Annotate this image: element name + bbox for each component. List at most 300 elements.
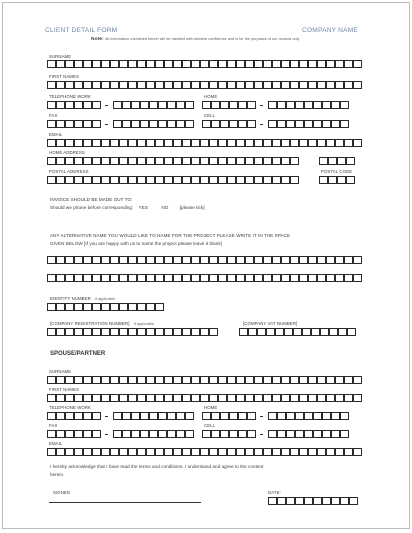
- character-box[interactable]: [173, 448, 182, 456]
- character-box[interactable]: [344, 139, 353, 147]
- character-box[interactable]: [185, 101, 194, 109]
- character-box[interactable]: [308, 139, 317, 147]
- character-box[interactable]: [101, 256, 110, 264]
- character-box[interactable]: [295, 430, 304, 438]
- character-box[interactable]: [313, 101, 322, 109]
- character-box[interactable]: [335, 81, 344, 89]
- character-box[interactable]: [245, 376, 254, 384]
- character-box[interactable]: [200, 274, 209, 282]
- character-box[interactable]: [290, 274, 299, 282]
- character-box[interactable]: [349, 497, 358, 505]
- character-box[interactable]: [209, 328, 218, 336]
- character-box[interactable]: [254, 256, 263, 264]
- character-box[interactable]: [268, 412, 277, 420]
- character-box[interactable]: [137, 176, 146, 184]
- character-box[interactable]: [137, 394, 146, 402]
- character-box[interactable]: [299, 81, 308, 89]
- character-box[interactable]: [272, 256, 281, 264]
- character-box[interactable]: [158, 120, 167, 128]
- character-box[interactable]: [182, 274, 191, 282]
- character-box[interactable]: [344, 394, 353, 402]
- character-box[interactable]: [268, 120, 277, 128]
- character-box[interactable]: [263, 274, 272, 282]
- character-box[interactable]: [92, 139, 101, 147]
- character-box[interactable]: [137, 303, 146, 311]
- character-box[interactable]: [245, 157, 254, 165]
- character-box[interactable]: [128, 81, 137, 89]
- no-option[interactable]: NO: [161, 205, 169, 210]
- character-box[interactable]: [245, 139, 254, 147]
- character-box[interactable]: [83, 448, 92, 456]
- character-box[interactable]: [335, 394, 344, 402]
- character-box[interactable]: [110, 394, 119, 402]
- character-box[interactable]: [281, 60, 290, 68]
- character-box[interactable]: [236, 376, 245, 384]
- character-box[interactable]: [254, 376, 263, 384]
- character-box[interactable]: [92, 430, 101, 438]
- character-box[interactable]: [128, 274, 137, 282]
- character-box[interactable]: [164, 157, 173, 165]
- character-box[interactable]: [329, 328, 338, 336]
- character-box[interactable]: [191, 139, 200, 147]
- character-box[interactable]: [119, 303, 128, 311]
- spouse-home-number-boxes[interactable]: [268, 412, 349, 420]
- character-box[interactable]: [101, 328, 110, 336]
- character-box[interactable]: [164, 139, 173, 147]
- character-box[interactable]: [281, 176, 290, 184]
- character-box[interactable]: [299, 394, 308, 402]
- character-box[interactable]: [308, 256, 317, 264]
- email-boxes[interactable]: [47, 139, 362, 147]
- character-box[interactable]: [56, 412, 65, 420]
- character-box[interactable]: [200, 376, 209, 384]
- character-box[interactable]: [173, 60, 182, 68]
- character-box[interactable]: [185, 120, 194, 128]
- character-box[interactable]: [346, 176, 355, 184]
- character-box[interactable]: [47, 60, 56, 68]
- character-box[interactable]: [326, 448, 335, 456]
- character-box[interactable]: [290, 394, 299, 402]
- character-box[interactable]: [317, 448, 326, 456]
- character-box[interactable]: [227, 376, 236, 384]
- character-box[interactable]: [182, 157, 191, 165]
- character-box[interactable]: [101, 448, 110, 456]
- character-box[interactable]: [110, 60, 119, 68]
- character-box[interactable]: [110, 328, 119, 336]
- character-box[interactable]: [92, 376, 101, 384]
- character-box[interactable]: [146, 81, 155, 89]
- character-box[interactable]: [191, 157, 200, 165]
- character-box[interactable]: [313, 412, 322, 420]
- character-box[interactable]: [281, 394, 290, 402]
- cell-code-boxes[interactable]: [202, 120, 256, 128]
- character-box[interactable]: [74, 303, 83, 311]
- character-box[interactable]: [173, 376, 182, 384]
- character-box[interactable]: [290, 176, 299, 184]
- character-box[interactable]: [308, 376, 317, 384]
- character-box[interactable]: [236, 448, 245, 456]
- character-box[interactable]: [173, 176, 182, 184]
- character-box[interactable]: [202, 430, 211, 438]
- character-box[interactable]: [344, 60, 353, 68]
- character-box[interactable]: [331, 101, 340, 109]
- character-box[interactable]: [191, 394, 200, 402]
- character-box[interactable]: [92, 60, 101, 68]
- character-box[interactable]: [65, 81, 74, 89]
- character-box[interactable]: [245, 81, 254, 89]
- character-box[interactable]: [182, 256, 191, 264]
- character-box[interactable]: [254, 139, 263, 147]
- character-box[interactable]: [277, 120, 286, 128]
- character-box[interactable]: [326, 394, 335, 402]
- character-box[interactable]: [74, 101, 83, 109]
- character-box[interactable]: [92, 120, 101, 128]
- character-box[interactable]: [263, 157, 272, 165]
- character-box[interactable]: [65, 274, 74, 282]
- character-box[interactable]: [56, 176, 65, 184]
- character-box[interactable]: [263, 81, 272, 89]
- postal-address-boxes[interactable]: [47, 176, 299, 184]
- character-box[interactable]: [119, 448, 128, 456]
- character-box[interactable]: [92, 256, 101, 264]
- identity-number-boxes[interactable]: [47, 303, 164, 311]
- character-box[interactable]: [149, 120, 158, 128]
- character-box[interactable]: [326, 376, 335, 384]
- character-box[interactable]: [74, 60, 83, 68]
- character-box[interactable]: [293, 328, 302, 336]
- character-box[interactable]: [176, 430, 185, 438]
- character-box[interactable]: [286, 430, 295, 438]
- character-box[interactable]: [257, 328, 266, 336]
- character-box[interactable]: [65, 256, 74, 264]
- character-box[interactable]: [263, 394, 272, 402]
- character-box[interactable]: [209, 139, 218, 147]
- home-code-boxes[interactable]: [202, 101, 256, 109]
- home-address-code-boxes[interactable]: [319, 157, 355, 165]
- character-box[interactable]: [322, 412, 331, 420]
- postal-code-boxes[interactable]: [319, 176, 355, 184]
- character-box[interactable]: [272, 376, 281, 384]
- spouse-home-code-boxes[interactable]: [202, 412, 256, 420]
- character-box[interactable]: [200, 328, 209, 336]
- character-box[interactable]: [56, 81, 65, 89]
- character-box[interactable]: [284, 328, 293, 336]
- character-box[interactable]: [83, 303, 92, 311]
- character-box[interactable]: [74, 412, 83, 420]
- character-box[interactable]: [155, 303, 164, 311]
- spouse-email-boxes[interactable]: [47, 448, 362, 456]
- character-box[interactable]: [119, 256, 128, 264]
- character-box[interactable]: [220, 430, 229, 438]
- character-box[interactable]: [245, 394, 254, 402]
- character-box[interactable]: [218, 139, 227, 147]
- character-box[interactable]: [185, 412, 194, 420]
- character-box[interactable]: [101, 274, 110, 282]
- character-box[interactable]: [211, 120, 220, 128]
- fax-number-boxes[interactable]: [113, 120, 194, 128]
- character-box[interactable]: [113, 101, 122, 109]
- alternative-name-boxes-1[interactable]: [47, 256, 362, 264]
- character-box[interactable]: [335, 139, 344, 147]
- character-box[interactable]: [74, 157, 83, 165]
- character-box[interactable]: [227, 81, 236, 89]
- character-box[interactable]: [146, 394, 155, 402]
- character-box[interactable]: [281, 157, 290, 165]
- character-box[interactable]: [74, 176, 83, 184]
- character-box[interactable]: [131, 430, 140, 438]
- character-box[interactable]: [83, 101, 92, 109]
- character-box[interactable]: [146, 176, 155, 184]
- surname-boxes[interactable]: [47, 60, 362, 68]
- character-box[interactable]: [286, 101, 295, 109]
- character-box[interactable]: [313, 120, 322, 128]
- character-box[interactable]: [344, 448, 353, 456]
- character-box[interactable]: [128, 376, 137, 384]
- character-box[interactable]: [164, 328, 173, 336]
- character-box[interactable]: [65, 303, 74, 311]
- character-box[interactable]: [209, 256, 218, 264]
- character-box[interactable]: [191, 274, 200, 282]
- character-box[interactable]: [281, 448, 290, 456]
- character-box[interactable]: [110, 139, 119, 147]
- spouse-cell-code-boxes[interactable]: [202, 430, 256, 438]
- character-box[interactable]: [110, 157, 119, 165]
- character-box[interactable]: [236, 139, 245, 147]
- character-box[interactable]: [322, 497, 331, 505]
- character-box[interactable]: [56, 376, 65, 384]
- character-box[interactable]: [47, 256, 56, 264]
- character-box[interactable]: [74, 376, 83, 384]
- character-box[interactable]: [286, 412, 295, 420]
- character-box[interactable]: [320, 328, 329, 336]
- character-box[interactable]: [313, 497, 322, 505]
- character-box[interactable]: [110, 81, 119, 89]
- character-box[interactable]: [272, 448, 281, 456]
- character-box[interactable]: [182, 328, 191, 336]
- character-box[interactable]: [146, 60, 155, 68]
- character-box[interactable]: [140, 101, 149, 109]
- character-box[interactable]: [47, 394, 56, 402]
- character-box[interactable]: [220, 101, 229, 109]
- character-box[interactable]: [337, 157, 346, 165]
- character-box[interactable]: [227, 394, 236, 402]
- character-box[interactable]: [277, 101, 286, 109]
- character-box[interactable]: [209, 274, 218, 282]
- character-box[interactable]: [317, 139, 326, 147]
- character-box[interactable]: [92, 81, 101, 89]
- character-box[interactable]: [290, 157, 299, 165]
- character-box[interactable]: [290, 256, 299, 264]
- character-box[interactable]: [155, 394, 164, 402]
- character-box[interactable]: [119, 274, 128, 282]
- character-box[interactable]: [317, 60, 326, 68]
- character-box[interactable]: [319, 157, 328, 165]
- character-box[interactable]: [340, 430, 349, 438]
- character-box[interactable]: [254, 448, 263, 456]
- character-box[interactable]: [137, 81, 146, 89]
- character-box[interactable]: [236, 81, 245, 89]
- character-box[interactable]: [65, 157, 74, 165]
- character-box[interactable]: [140, 430, 149, 438]
- character-box[interactable]: [218, 60, 227, 68]
- character-box[interactable]: [353, 81, 362, 89]
- character-box[interactable]: [182, 394, 191, 402]
- character-box[interactable]: [308, 81, 317, 89]
- character-box[interactable]: [295, 412, 304, 420]
- character-box[interactable]: [101, 60, 110, 68]
- character-box[interactable]: [191, 81, 200, 89]
- character-box[interactable]: [122, 101, 131, 109]
- character-box[interactable]: [101, 303, 110, 311]
- character-box[interactable]: [164, 256, 173, 264]
- character-box[interactable]: [47, 157, 56, 165]
- character-box[interactable]: [56, 120, 65, 128]
- character-box[interactable]: [122, 412, 131, 420]
- character-box[interactable]: [131, 120, 140, 128]
- character-box[interactable]: [83, 157, 92, 165]
- first-names-boxes[interactable]: [47, 81, 362, 89]
- character-box[interactable]: [344, 376, 353, 384]
- character-box[interactable]: [268, 101, 277, 109]
- character-box[interactable]: [131, 412, 140, 420]
- character-box[interactable]: [155, 256, 164, 264]
- character-box[interactable]: [74, 139, 83, 147]
- character-box[interactable]: [304, 120, 313, 128]
- character-box[interactable]: [218, 157, 227, 165]
- character-box[interactable]: [167, 101, 176, 109]
- character-box[interactable]: [247, 412, 256, 420]
- character-box[interactable]: [227, 157, 236, 165]
- character-box[interactable]: [191, 256, 200, 264]
- character-box[interactable]: [128, 157, 137, 165]
- character-box[interactable]: [56, 139, 65, 147]
- character-box[interactable]: [56, 274, 65, 282]
- character-box[interactable]: [254, 394, 263, 402]
- character-box[interactable]: [295, 120, 304, 128]
- character-box[interactable]: [176, 120, 185, 128]
- character-box[interactable]: [299, 448, 308, 456]
- character-box[interactable]: [277, 497, 286, 505]
- character-box[interactable]: [110, 176, 119, 184]
- character-box[interactable]: [137, 376, 146, 384]
- character-box[interactable]: [344, 81, 353, 89]
- character-box[interactable]: [308, 60, 317, 68]
- character-box[interactable]: [173, 274, 182, 282]
- character-box[interactable]: [326, 81, 335, 89]
- character-box[interactable]: [211, 101, 220, 109]
- character-box[interactable]: [65, 101, 74, 109]
- character-box[interactable]: [218, 448, 227, 456]
- character-box[interactable]: [47, 139, 56, 147]
- character-box[interactable]: [346, 157, 355, 165]
- character-box[interactable]: [137, 139, 146, 147]
- character-box[interactable]: [74, 81, 83, 89]
- character-box[interactable]: [47, 120, 56, 128]
- character-box[interactable]: [92, 412, 101, 420]
- character-box[interactable]: [128, 256, 137, 264]
- character-box[interactable]: [218, 256, 227, 264]
- character-box[interactable]: [245, 176, 254, 184]
- character-box[interactable]: [344, 274, 353, 282]
- character-box[interactable]: [164, 176, 173, 184]
- character-box[interactable]: [56, 303, 65, 311]
- character-box[interactable]: [317, 274, 326, 282]
- character-box[interactable]: [340, 497, 349, 505]
- character-box[interactable]: [47, 412, 56, 420]
- character-box[interactable]: [92, 303, 101, 311]
- character-box[interactable]: [200, 60, 209, 68]
- character-box[interactable]: [281, 274, 290, 282]
- company-registration-boxes[interactable]: [47, 328, 218, 336]
- character-box[interactable]: [200, 157, 209, 165]
- character-box[interactable]: [110, 256, 119, 264]
- character-box[interactable]: [164, 448, 173, 456]
- character-box[interactable]: [158, 412, 167, 420]
- character-box[interactable]: [275, 328, 284, 336]
- character-box[interactable]: [65, 328, 74, 336]
- character-box[interactable]: [65, 394, 74, 402]
- character-box[interactable]: [122, 430, 131, 438]
- character-box[interactable]: [317, 256, 326, 264]
- character-box[interactable]: [254, 274, 263, 282]
- character-box[interactable]: [326, 60, 335, 68]
- fax-code-boxes[interactable]: [47, 120, 101, 128]
- character-box[interactable]: [227, 274, 236, 282]
- character-box[interactable]: [191, 60, 200, 68]
- character-box[interactable]: [65, 430, 74, 438]
- character-box[interactable]: [149, 101, 158, 109]
- character-box[interactable]: [155, 176, 164, 184]
- character-box[interactable]: [140, 120, 149, 128]
- character-box[interactable]: [182, 81, 191, 89]
- character-box[interactable]: [101, 394, 110, 402]
- character-box[interactable]: [281, 256, 290, 264]
- character-box[interactable]: [113, 412, 122, 420]
- character-box[interactable]: [290, 139, 299, 147]
- character-box[interactable]: [322, 120, 331, 128]
- character-box[interactable]: [176, 412, 185, 420]
- character-box[interactable]: [56, 328, 65, 336]
- character-box[interactable]: [92, 176, 101, 184]
- character-box[interactable]: [200, 448, 209, 456]
- character-box[interactable]: [65, 139, 74, 147]
- character-box[interactable]: [128, 303, 137, 311]
- character-box[interactable]: [353, 274, 362, 282]
- character-box[interactable]: [191, 376, 200, 384]
- character-box[interactable]: [65, 412, 74, 420]
- character-box[interactable]: [155, 328, 164, 336]
- spouse-cell-number-boxes[interactable]: [268, 430, 349, 438]
- character-box[interactable]: [209, 81, 218, 89]
- date-boxes[interactable]: [268, 497, 358, 505]
- character-box[interactable]: [272, 157, 281, 165]
- character-box[interactable]: [56, 157, 65, 165]
- character-box[interactable]: [164, 81, 173, 89]
- character-box[interactable]: [65, 376, 74, 384]
- character-box[interactable]: [101, 139, 110, 147]
- character-box[interactable]: [146, 303, 155, 311]
- character-box[interactable]: [164, 394, 173, 402]
- character-box[interactable]: [173, 81, 182, 89]
- character-box[interactable]: [146, 256, 155, 264]
- character-box[interactable]: [308, 274, 317, 282]
- character-box[interactable]: [236, 394, 245, 402]
- character-box[interactable]: [155, 376, 164, 384]
- character-box[interactable]: [272, 139, 281, 147]
- character-box[interactable]: [218, 394, 227, 402]
- character-box[interactable]: [101, 81, 110, 89]
- character-box[interactable]: [236, 256, 245, 264]
